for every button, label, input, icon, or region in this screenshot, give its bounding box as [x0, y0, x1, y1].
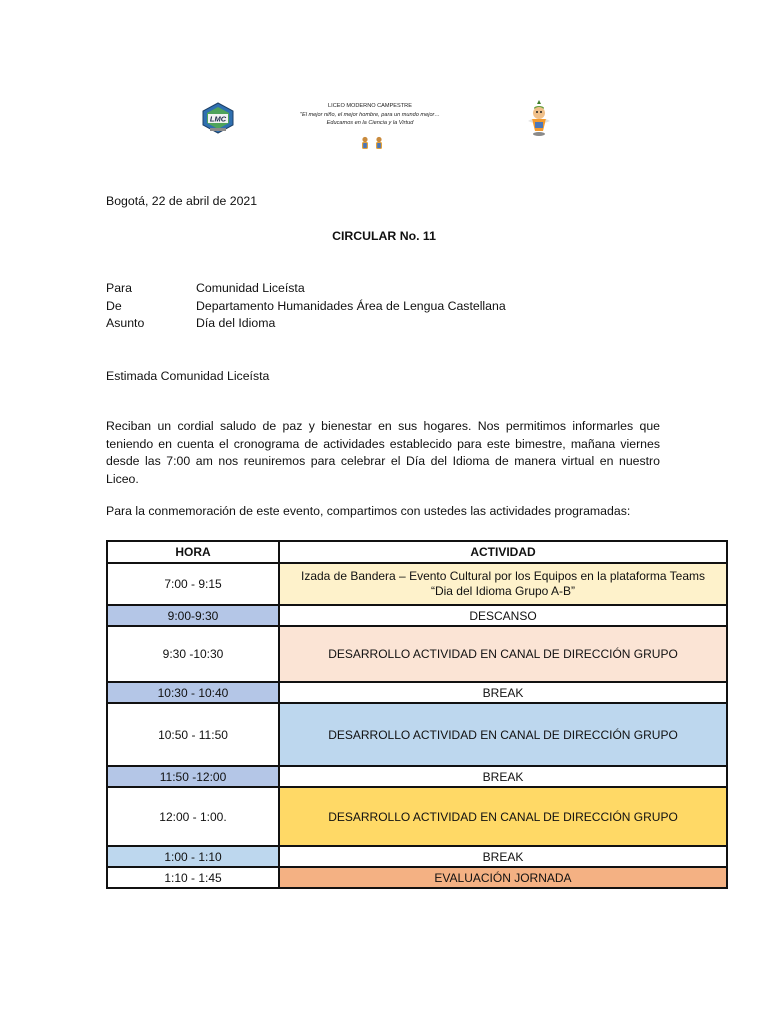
letter-intro: Para la conmemoración de este evento, compartimos con ustedes las actividades programadas:	[106, 504, 631, 518]
table-row	[107, 563, 727, 605]
school-name: LICEO MODERNO CAMPESTRE	[328, 103, 412, 109]
school-slogan: Educamos en la Ciencia y la Virtud	[326, 120, 414, 127]
table-row	[107, 605, 727, 626]
letter-greeting: Estimada Comunidad Liceísta	[106, 369, 270, 383]
actividad-cell: DESCANSO	[279, 605, 727, 626]
actividad-cell: BREAK	[279, 682, 727, 703]
meta-label: Para	[106, 281, 132, 295]
actividad-line-2: “Dia del Idioma Grupo A-B”	[430, 584, 576, 598]
table-row	[107, 867, 727, 888]
letterhead	[270, 102, 470, 128]
actividad-cell: BREAK	[279, 766, 727, 787]
meta-row-de	[106, 298, 506, 316]
hora-cell: 1:10 - 1:45	[107, 867, 279, 888]
hora-cell: 10:30 - 10:40	[107, 682, 279, 703]
mascot-logo-right	[524, 99, 554, 137]
meta-row-asunto	[106, 315, 506, 333]
circular-title: CIRCULAR No. 11	[332, 229, 436, 243]
actividad-cell: DESARROLLO ACTIVIDAD EN CANAL DE DIRECCIÓN GRUPO	[279, 626, 727, 682]
meta-value: Comunidad Liceísta	[196, 281, 305, 295]
hora-cell: 1:00 - 1:10	[107, 846, 279, 867]
hora-cell: 12:00 - 1:00.	[107, 787, 279, 846]
table-row	[107, 703, 727, 766]
table-header-row	[107, 541, 727, 563]
column-header-actividad: ACTIVIDAD	[279, 541, 727, 563]
meta-label: De	[106, 298, 122, 313]
letter-meta	[106, 280, 506, 333]
table-row	[107, 846, 727, 867]
hora-cell: 9:30 -10:30	[107, 626, 279, 682]
schedule-table	[106, 540, 728, 889]
column-header-hora: HORA	[107, 541, 279, 563]
logo-left-text: LMC	[209, 114, 227, 124]
school-crest-logo-left	[201, 102, 235, 134]
table-row	[107, 787, 727, 846]
table-row	[107, 766, 727, 787]
school-motto: "El mejor niño, el mejor hombre, para un mundo mejor…	[299, 111, 441, 118]
table-row	[107, 626, 727, 682]
actividad-cell: DESARROLLO ACTIVIDAD EN CANAL DE DIRECCIÓN GRUPO	[279, 703, 727, 766]
actividad-line-1: Izada de Bandera – Evento Cultural por los Equipos en la plataforma Teams	[300, 569, 706, 583]
meta-value: Día del Idioma	[196, 316, 276, 330]
letter-body: Reciban un cordial saludo de paz y bienestar en sus hogares. Nos permitimos informarles que teniendo en cuenta el cronograma de actividades establecido para este bimestre, mañana viernes desde las 7:00 am nos reuniremos para celebrar el Día del Idioma de manera virtual en nuestro Liceo.	[106, 419, 660, 486]
student-figures-icon	[357, 136, 387, 150]
meta-row-para	[106, 280, 506, 298]
meta-label: Asunto	[106, 316, 145, 330]
hora-cell: 7:00 - 9:15	[107, 563, 279, 605]
meta-value: Departamento Humanidades Área de Lengua Castellana	[196, 298, 506, 313]
actividad-cell: BREAK	[279, 846, 727, 867]
letter-date: Bogotá, 22 de abril de 2021	[106, 194, 258, 208]
hora-cell: 11:50 -12:00	[107, 766, 279, 787]
actividad-cell: DESARROLLO ACTIVIDAD EN CANAL DE DIRECCIÓN GRUPO	[279, 787, 727, 846]
actividad-cell: EVALUACIÓN JORNADA	[279, 867, 727, 888]
table-row	[107, 682, 727, 703]
hora-cell: 10:50 - 11:50	[107, 703, 279, 766]
hora-cell: 9:00-9:30	[107, 605, 279, 626]
actividad-cell	[279, 563, 727, 605]
